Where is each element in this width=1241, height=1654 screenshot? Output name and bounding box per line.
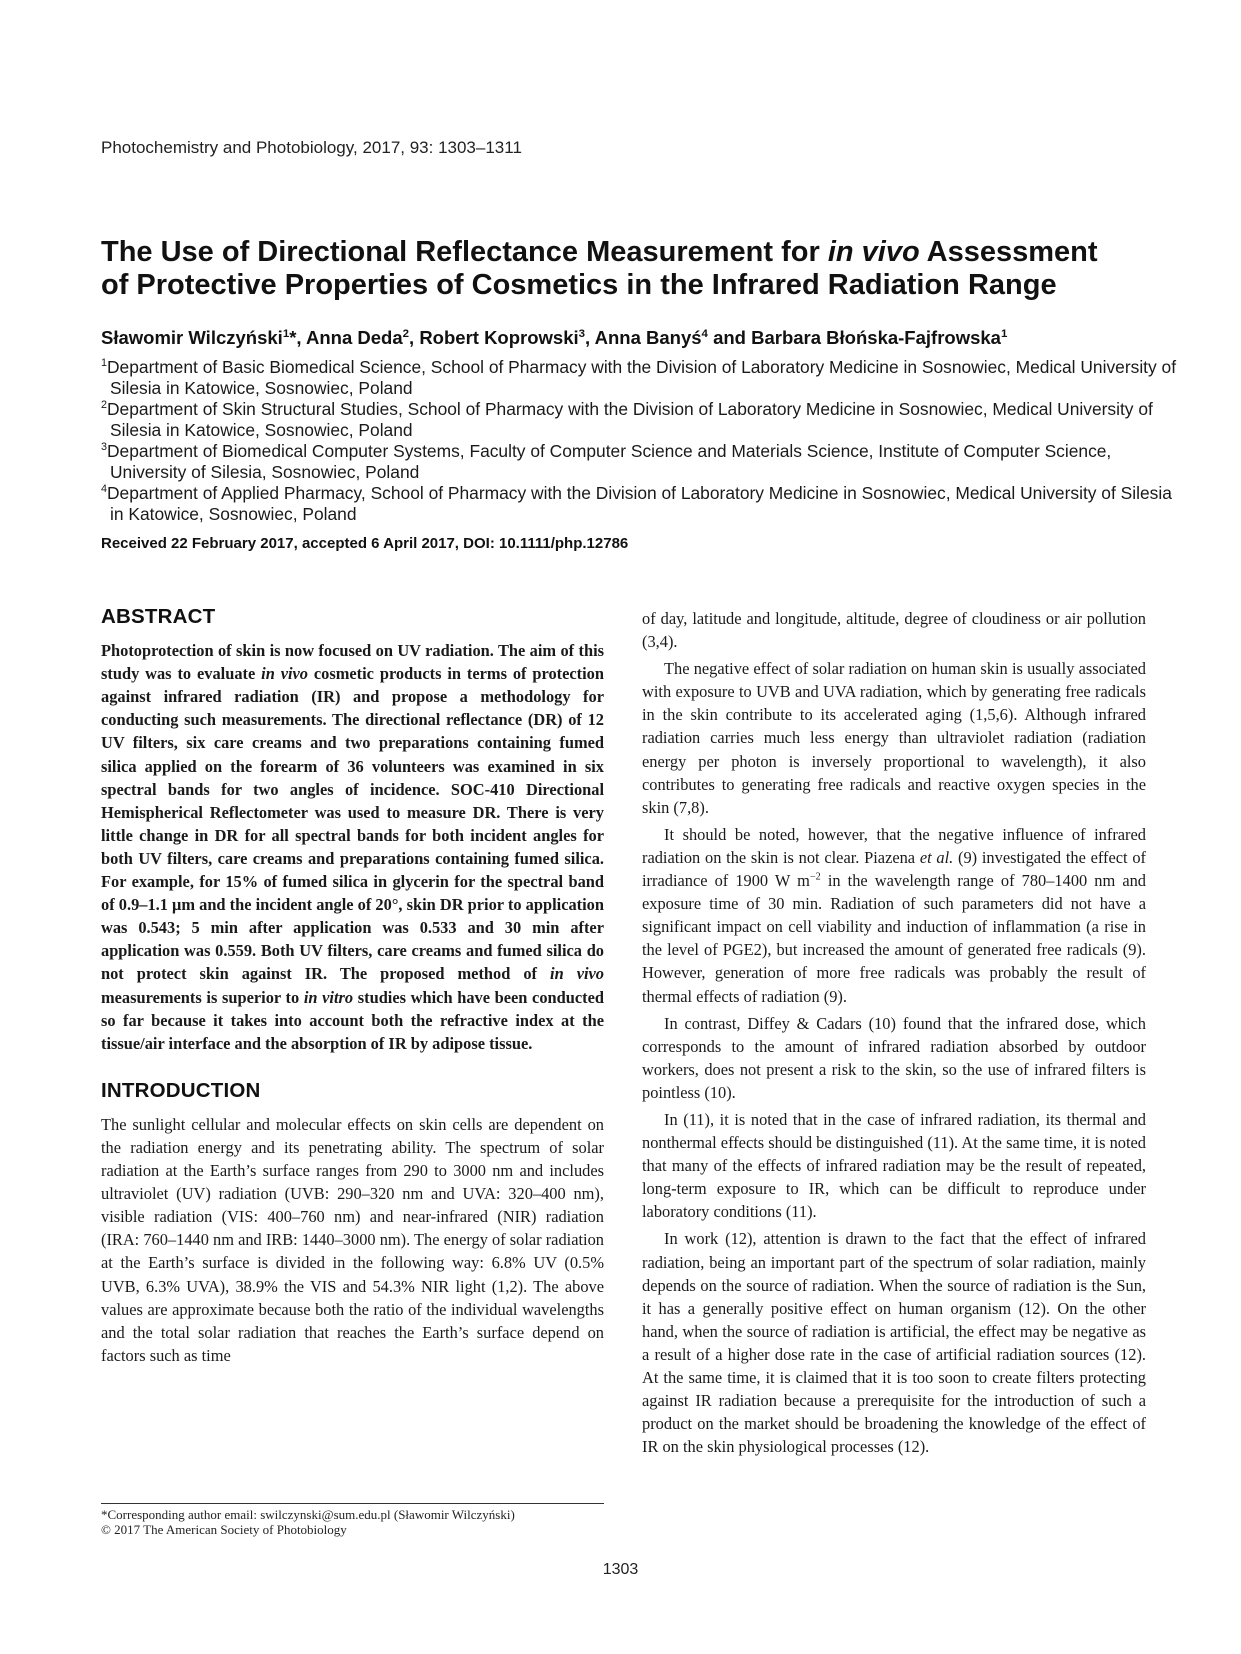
author: Anna Deda$^2$, [306,327,420,348]
abstract-body [101,639,604,1055]
left-column [101,605,604,1367]
corresponding-author-note: *Corresponding author email: swilczynski@sum.edu.pl (Sławomir Wilczyński) [101,1507,515,1522]
continued-paragraph: of day, latitude and longitude, altitude, degree of cloudiness or air pollution (3,4). [642,609,1146,652]
abstract-text-run: studies which have been conducted so far because it takes into account both the refractive index at the tissue/air interface and the absorption of IR by adipose tissue. [101,987,604,1053]
body-paragraph: It should be noted, however, that the negative influence of infrared radiation on the skin is not clear. Piazena et al. (9) investigated the effect of irradiance of 1900 W $m^{-2}$ in the wavelength range of 780–1400 nm and exposure time of 30 min. Radiation of such parameters did not have a significant impact on cell viability and induction of inflammation (a rise in the level of PGE2), but increased the amount of generated free radicals (9). However, generation of more free radicals was probably the result of thermal effects of radiation (9). [642,824,1146,1006]
affiliation-item: $^1$Department of Basic Biomedical Science, School of Pharmacy with the Division of Laboratory Medicine in Sosnowiec, Medical University of Silesia in Katowice, Sosnowiec, Poland [101,357,1177,398]
title-line-2: of Protective Properties of Cosmetics in the Infrared Radiation Range [101,269,1057,301]
title-part-1: The Use of Directional Reflectance Measurement for [101,236,828,268]
author: Anna Banyś$^4$ and [594,327,752,348]
body-paragraph: The negative effect of solar radiation on human skin is usually associated with exposure to UVB and UVA radiation, which by generating free radicals in the skin contribute to its accelerated aging (1,5,6). Although infrared radiation carries much less energy than ultraviolet radiation (radiation energy per photon is inversely proportional to wavelength), it also contributes to generating free radicals and reactive oxygen species in the skin (7,8). [642,659,1146,817]
abstract-paragraph [101,639,604,1055]
footnote [101,1503,604,1537]
title-part-2: Assessment [919,236,1098,268]
author-list [101,327,1007,349]
abstract-italic-run: in vitro [303,987,354,1007]
abstract-text-run: Photoprotection of skin is now focused on UV radiation. The aim of this study was to evaluate [101,641,604,684]
abstract-italic-run: in vivo [550,964,604,984]
page-number: 1303 [602,1561,639,1578]
abstract-italic-run: in vivo [261,664,308,684]
author: Sławomir Wilczyński$^1$*, [101,327,306,348]
abstract-text-run: measurements is superior to [101,987,304,1007]
body-paragraph: In contrast, Diffey & Cadars (10) found that the infrared dose, which corresponds to the amount of infrared radiation absorbed by outdoor workers, does not present a risk to the skin, so the use of infrared filters is pointless (10). [642,1013,1146,1102]
title-italic: in vivo [827,236,920,268]
affiliation-item: $^2$Department of Skin Structural Studies, School of Pharmacy with the Division of Laboratory Medicine in Sosnowiec, Medical University of Silesia in Katowice, Sosnowiec, Poland [101,399,1153,440]
affiliation-item: $^4$Department of Applied Pharmacy, School of Pharmacy with the Division of Laboratory Medicine in Sosnowiec, Medical University of Silesia in Katowice, Sosnowiec, Poland [101,483,1172,524]
body-paragraph: In (11), it is noted that in the case of infrared radiation, its thermal and nonthermal effects should be distinguished (11). At the same time, it is noted that many of the effects of infrared radiation may be the result of repeated, long-term exposure to IR, which can be difficult to reproduce under laboratory conditions (11). [642,1109,1146,1222]
author: Barbara Błońska-Fajfrowska$^1$ [751,327,1008,348]
article-title [101,236,1181,302]
journal-citation: Photochemistry and Photobiology, 2017, 93: 1303–1311 [101,138,522,157]
introduction-paragraph: The sunlight cellular and molecular effects on skin cells are dependent on the radiation energy and its penetrating ability. The spectrum of solar radiation at the Earth’s surface ranges from 290 to 3000 nm and includes ultraviolet (UV) radiation (UVB: 290–320 nm and UVA: 320–400 nm), visible radiation (VIS: 400–760 nm) and near-infrared (NIR) radiation (IRA: 760–1440 nm and IRB: 1440–3000 nm). The energy of solar radiation at the Earth’s surface is divided in the following way: 6.8% UV (0.5% UVB, 6.3% UVA), 38.9% the VIS and 54.3% NIR light (1,2). The above values are approximate because both the ratio of the individual wavelengths and the total solar radiation that reaches the Earth’s surface depend on factors such as time [101,1114,604,1365]
abstract-heading: ABSTRACT [101,605,216,628]
body-paragraph: In work (12), attention is drawn to the fact that the effect of infrared radiation, being an important part of the spectrum of solar radiation, mainly depends on the source of radiation. When the source of radiation is the Sun, it has a generally positive effect on human organism (12). On the other hand, when the source of radiation is artificial, the effect may be negative as a result of a higher dose rate in the case of artificial radiation sources (12). At the same time, it is claimed that it is too soon to create filters protecting against IR radiation because a prerequisite for the introduction of such a product on the market should be broadening the knowledge of the effect of IR on the skin physiological processes (12). [642,1229,1146,1457]
received-dates-doi: Received 22 February 2017, accepted 6 April 2017, DOI: 10.1111/php.12786 [101,535,629,552]
introduction-heading: INTRODUCTION [101,1078,261,1102]
author: Robert Koprowski$^3$, [419,327,595,348]
affiliation-item: $^3$Department of Biomedical Computer Systems, Faculty of Computer Science and Materials Science, Institute of Computer Science, University of Silesia, Sosnowiec, Poland [101,441,1112,482]
abstract-text-run: cosmetic products in terms of protection against infrared radiation (IR) and propose a methodology for conducting such measurements. The directional reflectance (DR) of 12 UV filters, six care creams and two preparations containing fumed silica applied on the forearm of 36 volunteers was examined in six spectral bands for two angles of incidence. SOC-410 Directional Hemispherical Reflectometer was used to measure DR. There is very little change in DR for all spectral bands for both incident angles for both UV filters, care creams and preparations containing fumed silica. For example, for 15% of fumed silica in glycerin for the spectral band of 0.9–1.1 μm and the incident angle of 20°, skin DR prior to application was 0.543; 5 min after application was 0.533 and 30 min after application was 0.559. Both UV filters, care creams and fumed silica do not protect skin against IR. The proposed method of [101,664,604,984]
right-column [642,607,1146,1458]
copyright-note: © 2017 The American Society of Photobiology [101,1522,347,1537]
affiliation-list [101,357,1181,525]
